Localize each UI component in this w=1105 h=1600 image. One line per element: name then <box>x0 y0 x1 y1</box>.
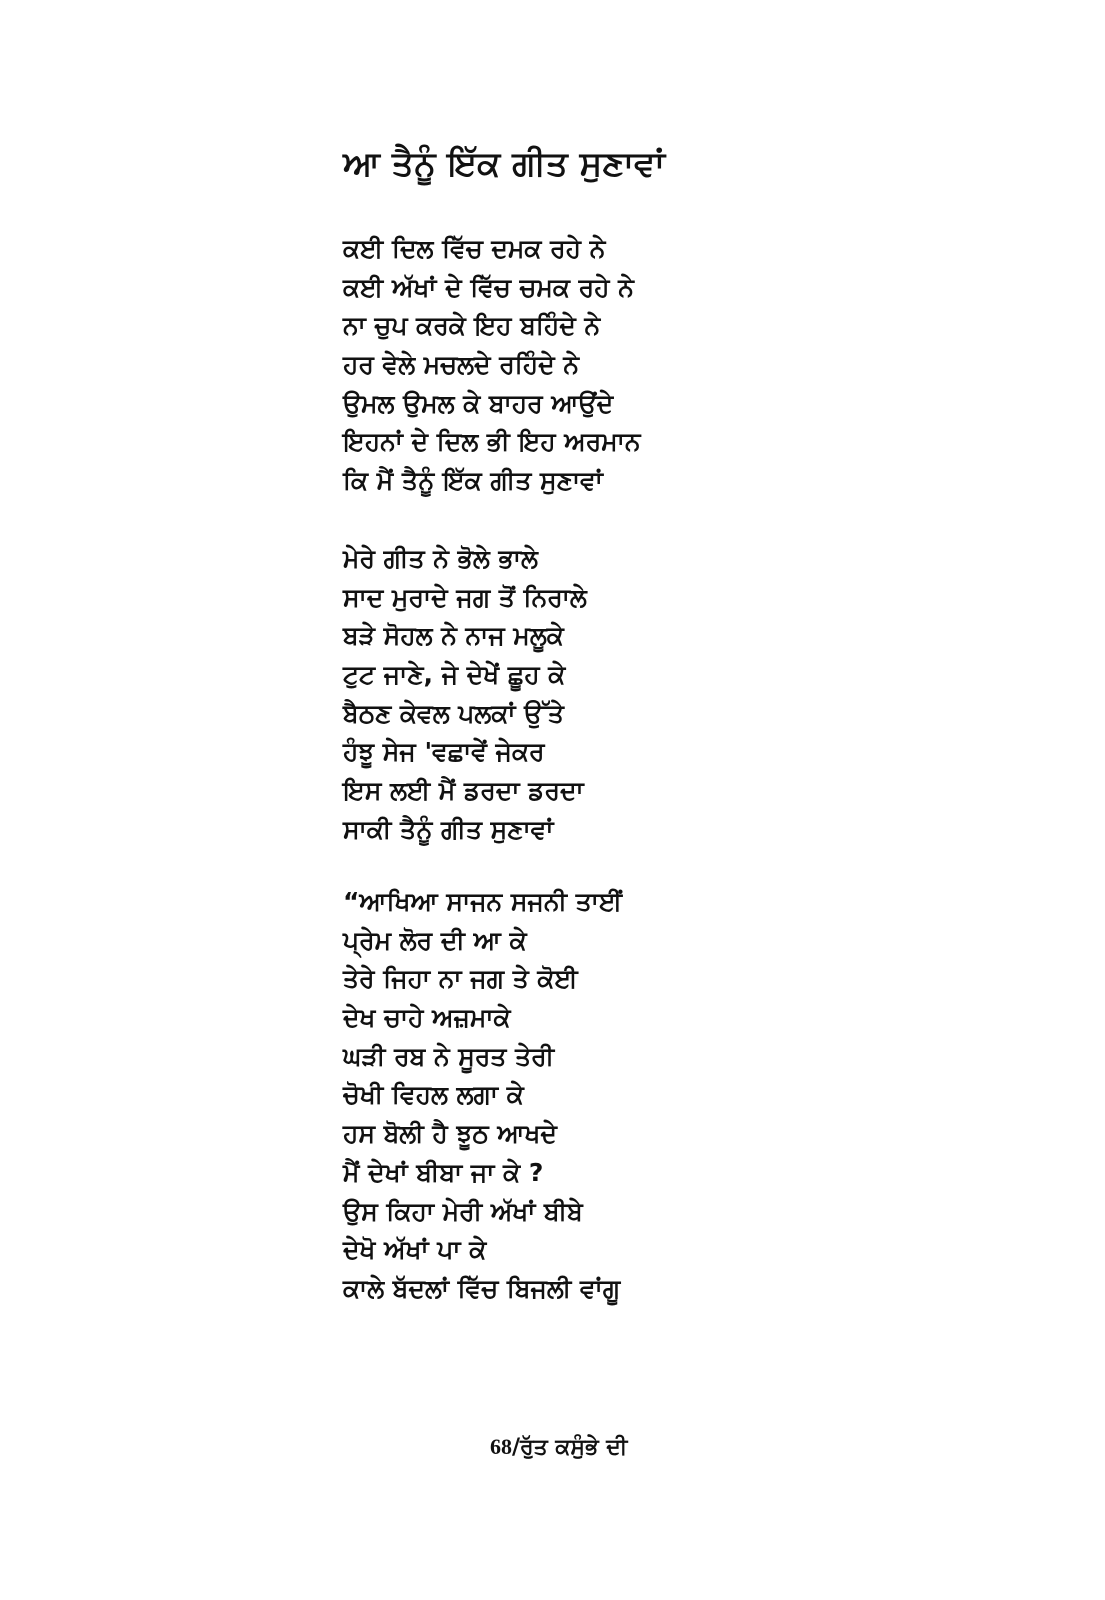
poem-line: ਪ੍ਰੇਮ ਲੋਰ ਦੀ ਆ ਕੇ <box>343 925 527 955</box>
poem-line: ਬੈਠਣ ਕੇਵਲ ਪਲਕਾਂ ਉੱਤੇ <box>343 698 564 728</box>
poem-line: ਕਾਲੇ ਬੱਦਲਾਂ ਵਿੱਚ ਬਿਜਲੀ ਵਾਂਗੂ <box>343 1273 621 1303</box>
poem-line: ਨਾ ਚੁਪ ਕਰਕੇ ਇਹ ਬਹਿੰਦੇ ਨੇ <box>343 311 601 341</box>
poem-line: ਸਾਦ ਮੁਰਾਦੇ ਜਗ ਤੋਂ ਨਿਰਾਲੇ <box>343 582 587 612</box>
stanza-1 <box>343 230 641 501</box>
poem-line: ਕਈ ਦਿਲ ਵਿੱਚ ਦਮਕ ਰਹੇ ਨੇ <box>343 234 606 263</box>
poem-line: “ਆਖਿਆ ਸਾਜਨ ਸਜਨੀ ਤਾਈਂ <box>343 887 623 916</box>
poem-line: ਬੜੇ ਸੋਹਲ ਨੇ ਨਾਜ ਮਲੂਕੇ <box>343 621 564 651</box>
poem-title: ਆ ਤੈਨੂੰ ਇੱਕ ਗੀਤ ਸੁਣਾਵਾਂ <box>343 144 665 184</box>
poem-line: ਟੁਟ ਜਾਣੇ, ਜੇ ਦੇਖੇਂ ਛੂਹ ਕੇ <box>343 660 566 690</box>
stanza-3 <box>343 883 622 1309</box>
poem-line: ਘੜੀ ਰਬ ਨੇ ਸੂਰਤ ਤੇਰੀ <box>343 1041 555 1071</box>
poem-line: ਇਹਨਾਂ ਦੇ ਦਿਲ ਭੀ ਇਹ ਅਰਮਾਨ <box>343 427 641 457</box>
poem-line: ਹੰਝੂ ਸੇਜ 'ਵਛਾਵੇਂ ਜੇਕਰ <box>343 737 545 767</box>
poem-line: ਚੋਖੀ ਵਿਹਲ ਲਗਾ ਕੇ <box>343 1080 524 1110</box>
poem-line: ਦੇਖੋ ਅੱਖਾਂ ਪਾ ਕੇ <box>343 1235 487 1265</box>
poem-line: ਇਸ ਲਈ ਮੈਂ ਡਰਦਾ ਡਰਦਾ <box>343 776 584 806</box>
poem-line: ਤੇਰੇ ਜਿਹਾ ਨਾ ਜਗ ਤੇ ਕੋਈ <box>343 964 578 994</box>
poem-line: ਹਰ ਵੇਲੇ ਮਚਲਦੇ ਰਹਿੰਦੇ ਨੇ <box>343 350 580 380</box>
poem-line: ਕਈ ਅੱਖਾਂ ਦੇ ਵਿੱਚ ਚਮਕ ਰਹੇ ਨੇ <box>343 272 634 302</box>
stanza-2 <box>343 540 587 850</box>
page-footer <box>490 1432 627 1463</box>
poem-line: ਕਿ ਮੈਂ ਤੈਨੂੰ ਇੱਕ ਗੀਤ ਸੁਣਾਵਾਂ <box>343 466 603 496</box>
page-number: 68 <box>490 1434 512 1459</box>
footer-separator: / <box>512 1435 521 1460</box>
poem-line: ਉਮਲ ਉਮਲ ਕੇ ਬਾਹਰ ਆਉਂਦੇ <box>343 388 614 418</box>
book-title: ਰੁੱਤ ਕਸੁੰਭੇ ਦੀ <box>520 1435 628 1460</box>
poem-line: ਸਾਕੀ ਤੈਨੂੰ ਗੀਤ ਸੁਣਾਵਾਂ <box>343 814 554 844</box>
poem-line: ਹਸ ਬੋਲੀ ਹੈ ਝੂਠ ਆਖਦੇ <box>343 1119 557 1149</box>
poem-line: ਮੇਰੇ ਗੀਤ ਨੇ ਭੋਲੇ ਭਾਲੇ <box>343 544 538 573</box>
poem-line: ਉਸ ਕਿਹਾ ਮੇਰੀ ਅੱਖਾਂ ਬੀਬੇ <box>343 1196 583 1226</box>
poem-line: ਮੈਂ ਦੇਖਾਂ ਬੀਬਾ ਜਾ ਕੇ ? <box>343 1157 544 1187</box>
poem-line: ਦੇਖ ਚਾਹੇ ਅਜ਼ਮਾਕੇ <box>343 1003 511 1033</box>
